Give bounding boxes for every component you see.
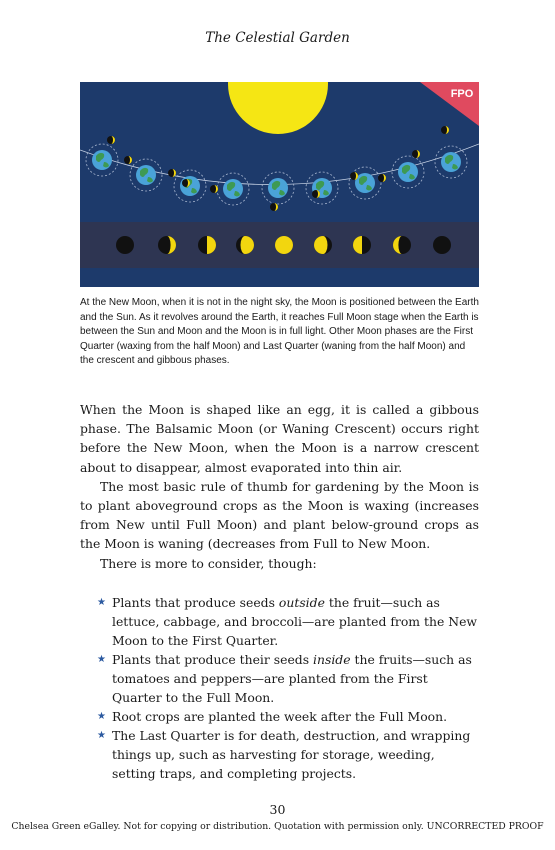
list-item: ★ The Last Quarter is for death, destruction, and wrapping things up, such as harvesting for storage, weeding, setting traps, and completing projects. <box>97 727 471 781</box>
paragraph-2: The most basic rule of thumb for gardening by the Moon is to plant aboveground crops as the Moon is waxing (increases from New until Full Moon) and plant below-ground crops as the Moon is waning (decreases from Full to New Moon. <box>80 478 479 552</box>
page-number: 30 <box>269 802 286 817</box>
list-item: ★ Plants that produce seeds outside the fruit—such as lettuce, cabbage, and broccoli—are planted from the New Moon to the First Quarter. <box>97 594 478 648</box>
star-icon: ★ <box>97 710 106 722</box>
bullet-list <box>80 593 479 783</box>
phase-moon-icon <box>433 236 451 254</box>
moon-phase-illustration <box>80 82 479 287</box>
paragraph-1: When the Moon is shaped like an egg, it is called a gibbous phase. The Balsamic Moon (or Waning Crescent) occurs right before the New Moon, when the Moon is a narrow crescent about to disappear, almost evaporated into thin air. <box>80 402 479 475</box>
body-text <box>80 400 479 783</box>
phase-moon-lit <box>275 236 293 254</box>
star-icon: ★ <box>97 596 106 608</box>
proof-notice: Chelsea Green eGalley. Not for copying or distribution. Quotation with permission only. UNCORRECTED PROOF <box>11 821 544 832</box>
star-icon: ★ <box>97 653 106 665</box>
figure-caption: At the New Moon, when it is not in the night sky, the Moon is positioned between the Earth and the Sun. As it revolves around the Earth, it reaches Full Moon stage when the Earth is between the Sun and Moon and the Moon is in full light. Other Moon phases are the First Quarter (waxing from the half Moon) and Last Quarter (waning from the half Moon) and the crescent and gibbous phases. <box>80 297 479 367</box>
running-head: The Celestial Garden <box>205 30 350 46</box>
phase-moon-icon <box>116 236 134 254</box>
moon-phase-figure <box>80 82 479 287</box>
star-icon: ★ <box>97 729 106 741</box>
paragraph-3: There is more to consider, though: <box>100 555 317 571</box>
fpo-badge-label: FPO <box>450 88 474 100</box>
list-item: ★ Plants that produce their seeds inside the fruits—such as tomatoes and peppers—are planted from the First Quarter to the Full Moon. <box>97 651 472 705</box>
list-item: ★ Root crops are planted the week after the Full Moon. <box>97 708 448 724</box>
